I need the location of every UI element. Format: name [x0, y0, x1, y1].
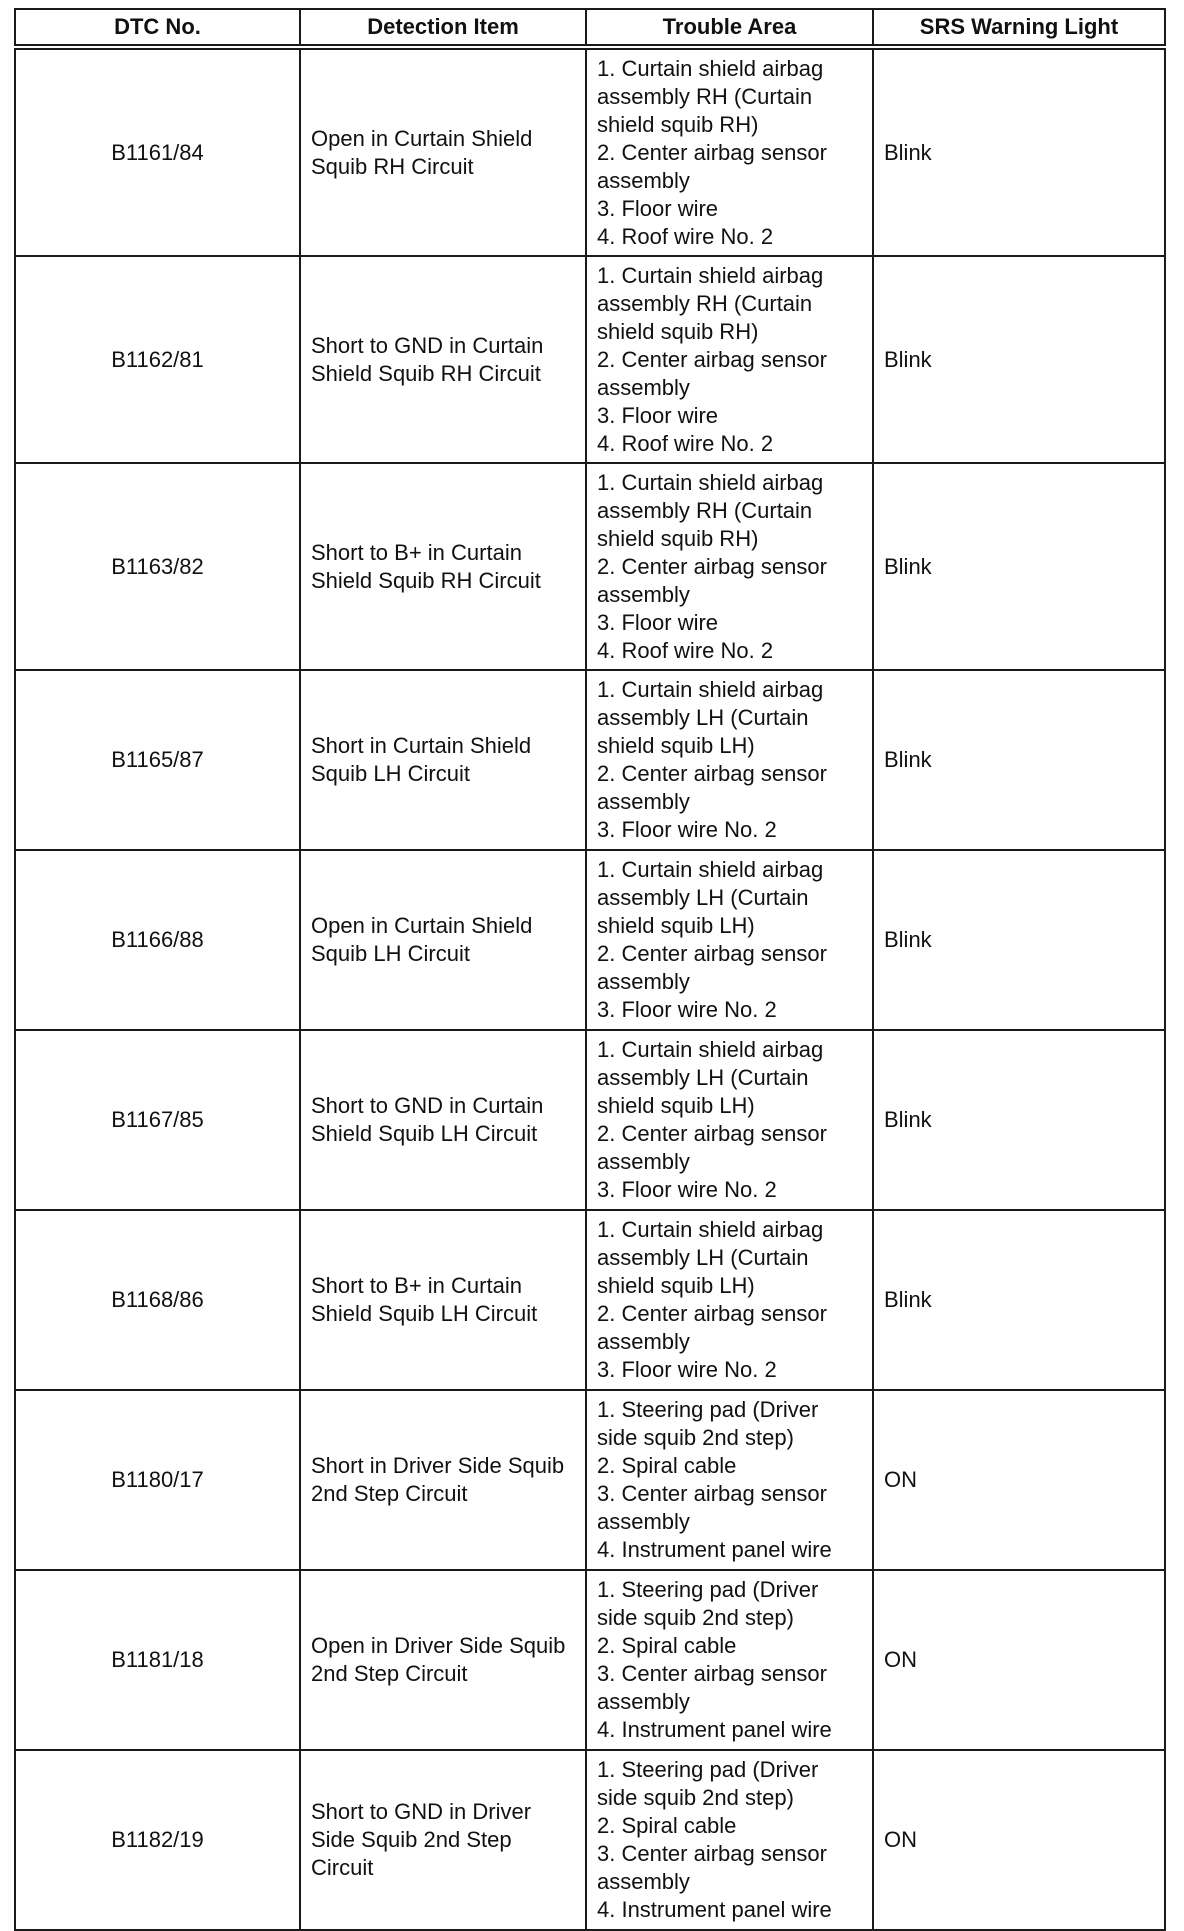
detection-item-line: Squib LH Circuit — [311, 941, 470, 966]
trouble-area-line: assembly — [597, 374, 690, 400]
trouble-area-line: 3. Center airbag sensor — [597, 1661, 827, 1686]
table-row — [15, 1570, 1165, 1750]
detection-item-line: Open in Curtain Shield — [311, 125, 533, 151]
trouble-area — [586, 47, 873, 256]
detection-item — [300, 256, 586, 463]
trouble-area-line: 1. Curtain shield airbag — [597, 857, 824, 882]
trouble-area-line: 2. Center airbag sensor — [597, 941, 827, 966]
detection-item-line: Open in Driver Side Squib — [311, 1633, 566, 1658]
table-row — [15, 1390, 1165, 1570]
trouble-area-line: 1. Curtain shield airbag — [597, 262, 824, 288]
srs-warning-light: Blink — [873, 850, 1165, 1030]
table-row — [15, 1750, 1165, 1930]
trouble-area-line: side squib 2nd step) — [597, 1785, 794, 1810]
trouble-area-line: 3. Floor wire No. 2 — [597, 1357, 777, 1382]
trouble-area-line: 4. Instrument panel wire — [597, 1897, 832, 1922]
detection-item — [300, 850, 586, 1030]
srs-warning-light: ON — [873, 1390, 1165, 1570]
detection-item — [300, 1390, 586, 1570]
trouble-area-line: assembly — [597, 581, 690, 607]
header-row — [15, 9, 1165, 47]
srs-warning-light: Blink — [873, 47, 1165, 256]
trouble-area-line: 3. Floor wire No. 2 — [597, 997, 777, 1022]
srs-warning-light: Blink — [873, 463, 1165, 670]
dtc-number: B1165/87 — [15, 670, 300, 850]
table-row — [15, 256, 1165, 463]
trouble-area-line: assembly — [597, 789, 690, 814]
trouble-area-line: 2. Spiral cable — [597, 1633, 737, 1658]
trouble-area-line: 2. Spiral cable — [597, 1813, 737, 1838]
trouble-area-line: assembly LH (Curtain — [597, 705, 809, 730]
trouble-area-line: 4. Instrument panel wire — [597, 1717, 832, 1742]
trouble-area-line: 2. Center airbag sensor — [597, 346, 827, 372]
trouble-area-line: 1. Curtain shield airbag — [597, 1217, 824, 1242]
srs-warning-light: Blink — [873, 1030, 1165, 1210]
trouble-area-line: shield squib LH) — [597, 1093, 755, 1118]
trouble-area — [586, 1750, 873, 1930]
trouble-area-line: 1. Curtain shield airbag — [597, 469, 824, 495]
detection-item-line: Short to GND in Curtain — [311, 332, 544, 358]
dtc-number: B1166/88 — [15, 850, 300, 1030]
trouble-area-line: 4. Roof wire No. 2 — [597, 223, 774, 249]
trouble-area-line: 4. Roof wire No. 2 — [597, 430, 774, 456]
dtc-number: B1182/19 — [15, 1750, 300, 1930]
trouble-area-line: side squib 2nd step) — [597, 1425, 794, 1450]
trouble-area-line: assembly LH (Curtain — [597, 1245, 809, 1270]
detection-item-line: Short to B+ in Curtain — [311, 1273, 522, 1298]
trouble-area — [586, 670, 873, 850]
trouble-area-line: 1. Steering pad (Driver — [597, 1577, 819, 1602]
detection-item-line: Side Squib 2nd Step — [311, 1827, 512, 1852]
header-detection-item: Detection Item — [300, 9, 586, 47]
trouble-area-line: assembly — [597, 1689, 690, 1714]
trouble-area-line: 2. Center airbag sensor — [597, 1301, 827, 1326]
srs-warning-light: Blink — [873, 670, 1165, 850]
detection-item — [300, 1570, 586, 1750]
detection-item-line: Open in Curtain Shield — [311, 913, 533, 938]
detection-item — [300, 1210, 586, 1390]
table-row — [15, 1030, 1165, 1210]
trouble-area-line: 2. Center airbag sensor — [597, 139, 827, 165]
trouble-area-line: 2. Center airbag sensor — [597, 761, 827, 786]
detection-item-line: Short to GND in Driver — [311, 1799, 532, 1824]
trouble-area-line: assembly RH (Curtain — [597, 83, 813, 109]
dtc-number: B1180/17 — [15, 1390, 300, 1570]
trouble-area-line: 1. Curtain shield airbag — [597, 55, 824, 81]
trouble-area-line: assembly RH (Curtain — [597, 290, 813, 316]
trouble-area — [586, 850, 873, 1030]
detection-item-line: Shield Squib RH Circuit — [311, 567, 541, 593]
trouble-area-line: 1. Steering pad (Driver — [597, 1397, 819, 1422]
detection-item-line: Squib RH Circuit — [311, 153, 474, 179]
detection-item-line: Shield Squib RH Circuit — [311, 360, 541, 386]
srs-warning-light: Blink — [873, 1210, 1165, 1390]
trouble-area-line: assembly — [597, 969, 690, 994]
dtc-number: B1167/85 — [15, 1030, 300, 1210]
dtc-number: B1168/86 — [15, 1210, 300, 1390]
trouble-area-line: assembly — [597, 1149, 690, 1174]
header-trouble-area: Trouble Area — [586, 9, 873, 47]
dtc-number: B1181/18 — [15, 1570, 300, 1750]
trouble-area-line: assembly RH (Curtain — [597, 497, 813, 523]
trouble-area-line: side squib 2nd step) — [597, 1605, 794, 1630]
trouble-area-line: 3. Floor wire — [597, 195, 719, 221]
detection-item — [300, 670, 586, 850]
trouble-area-line: 3. Center airbag sensor — [597, 1841, 827, 1866]
trouble-area-line: assembly — [597, 1329, 690, 1354]
trouble-area — [586, 1390, 873, 1570]
srs-warning-light: ON — [873, 1750, 1165, 1930]
trouble-area-line: shield squib LH) — [597, 1273, 755, 1298]
detection-item-line: Circuit — [311, 1855, 374, 1880]
trouble-area-line: 3. Floor wire No. 2 — [597, 817, 777, 842]
trouble-area-line: 1. Curtain shield airbag — [597, 1037, 824, 1062]
detection-item-line: 2nd Step Circuit — [311, 1661, 468, 1686]
dtc-number: B1161/84 — [15, 47, 300, 256]
detection-item-line: Shield Squib LH Circuit — [311, 1121, 538, 1146]
trouble-area-line: 2. Center airbag sensor — [597, 553, 827, 579]
trouble-area — [586, 256, 873, 463]
trouble-area-line: assembly — [597, 1869, 690, 1894]
table-row — [15, 850, 1165, 1030]
header-dtc-no: DTC No. — [15, 9, 300, 47]
detection-item — [300, 1750, 586, 1930]
trouble-area-line: 1. Curtain shield airbag — [597, 677, 824, 702]
table-row — [15, 1210, 1165, 1390]
detection-item-line: Short to GND in Curtain — [311, 1093, 544, 1118]
trouble-area-line: shield squib RH) — [597, 111, 759, 137]
trouble-area-line: 3. Center airbag sensor — [597, 1481, 827, 1506]
trouble-area-line: assembly LH (Curtain — [597, 1065, 809, 1090]
dtc-number: B1162/81 — [15, 256, 300, 463]
detection-item-line: Squib LH Circuit — [311, 761, 470, 786]
trouble-area-line: 1. Steering pad (Driver — [597, 1757, 819, 1782]
detection-item-line: Short in Driver Side Squib — [311, 1453, 565, 1478]
trouble-area-line: shield squib LH) — [597, 913, 755, 938]
detection-item-line: Shield Squib LH Circuit — [311, 1301, 538, 1326]
trouble-area — [586, 463, 873, 670]
trouble-area-line: 3. Floor wire — [597, 402, 719, 428]
detection-item — [300, 463, 586, 670]
trouble-area-line: 2. Spiral cable — [597, 1453, 737, 1478]
detection-item-line: 2nd Step Circuit — [311, 1481, 468, 1506]
table-row — [15, 670, 1165, 850]
table-body — [15, 47, 1165, 1930]
detection-item — [300, 47, 586, 256]
dtc-number: B1163/82 — [15, 463, 300, 670]
detection-item — [300, 1030, 586, 1210]
table-row — [15, 463, 1165, 670]
table-row — [15, 47, 1165, 256]
trouble-area-line: shield squib RH) — [597, 318, 759, 344]
trouble-area-line: 2. Center airbag sensor — [597, 1121, 827, 1146]
trouble-area-line: 4. Instrument panel wire — [597, 1537, 832, 1562]
dtc-table — [14, 8, 1166, 1931]
trouble-area-line: assembly — [597, 1509, 690, 1534]
trouble-area-line: 3. Floor wire — [597, 609, 719, 635]
trouble-area-line: assembly — [597, 167, 690, 193]
srs-warning-light: ON — [873, 1570, 1165, 1750]
trouble-area — [586, 1030, 873, 1210]
detection-item-line: Short to B+ in Curtain — [311, 539, 522, 565]
trouble-area-line: 3. Floor wire No. 2 — [597, 1177, 777, 1202]
trouble-area — [586, 1570, 873, 1750]
trouble-area — [586, 1210, 873, 1390]
table-header — [15, 9, 1165, 47]
header-srs-warning-light: SRS Warning Light — [873, 9, 1165, 47]
srs-warning-light: Blink — [873, 256, 1165, 463]
trouble-area-line: shield squib LH) — [597, 733, 755, 758]
trouble-area-line: shield squib RH) — [597, 525, 759, 551]
trouble-area-line: 4. Roof wire No. 2 — [597, 637, 774, 663]
trouble-area-line: assembly LH (Curtain — [597, 885, 809, 910]
detection-item-line: Short in Curtain Shield — [311, 733, 532, 758]
